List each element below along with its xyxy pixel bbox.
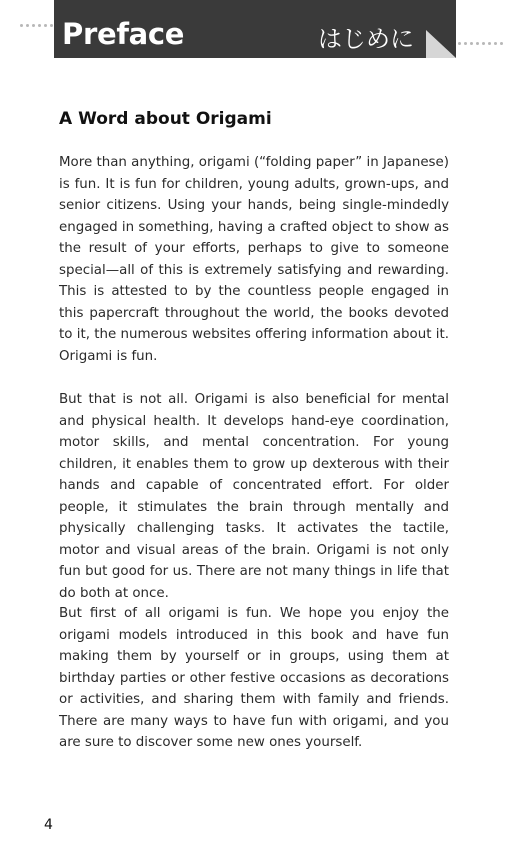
header-bar bbox=[54, 0, 456, 58]
decorative-dots-right bbox=[458, 42, 508, 48]
section-heading: A Word about Origami bbox=[59, 109, 272, 129]
paragraph-1: More than anything, origami (“folding paper” in Japanese) is fun. It is fun for children, young adults, grown-ups, and senior citizens. Using your hands, being single-mindedly engaged in something, having a crafted object to show as the result of your efforts, perhaps to give to someone special—all of this is extremely satisfying and rewarding. This is attested to by the countless people engaged in this papercraft throughout the world, the books devoted to it, the numerous websites offering information about it. Origami is fun. bbox=[59, 155, 449, 364]
page-title: Preface bbox=[62, 17, 185, 51]
paragraph-3: But first of all origami is fun. We hope you enjoy the origami models introduced in this book and have fun making them by yourself or in groups, using them at birthday parties or other festive occasions as decorations or activities, and sharing them with family and friends. There are many ways to have fun with origami, and you are sure to discover some new ones yourself. bbox=[59, 606, 449, 750]
page-number: 4 bbox=[44, 817, 53, 833]
decorative-dots-left bbox=[20, 24, 56, 30]
folded-corner-decoration bbox=[426, 30, 456, 58]
paragraph-2: But that is not all. Origami is also beneficial for mental and physical health. It develops hand-eye coordination, motor skills, and mental concentration. For young children, it enables them to grow up dexterous with their hands and capable of concentrated effort. For older people, it stimulates the brain through mentally and physically challenging tasks. It activates the tactile, motor and visual areas of the brain. Origami is not only fun but good for us. There are not many things in life that do both at once. bbox=[59, 392, 449, 601]
japanese-title: はじめに bbox=[318, 25, 414, 53]
